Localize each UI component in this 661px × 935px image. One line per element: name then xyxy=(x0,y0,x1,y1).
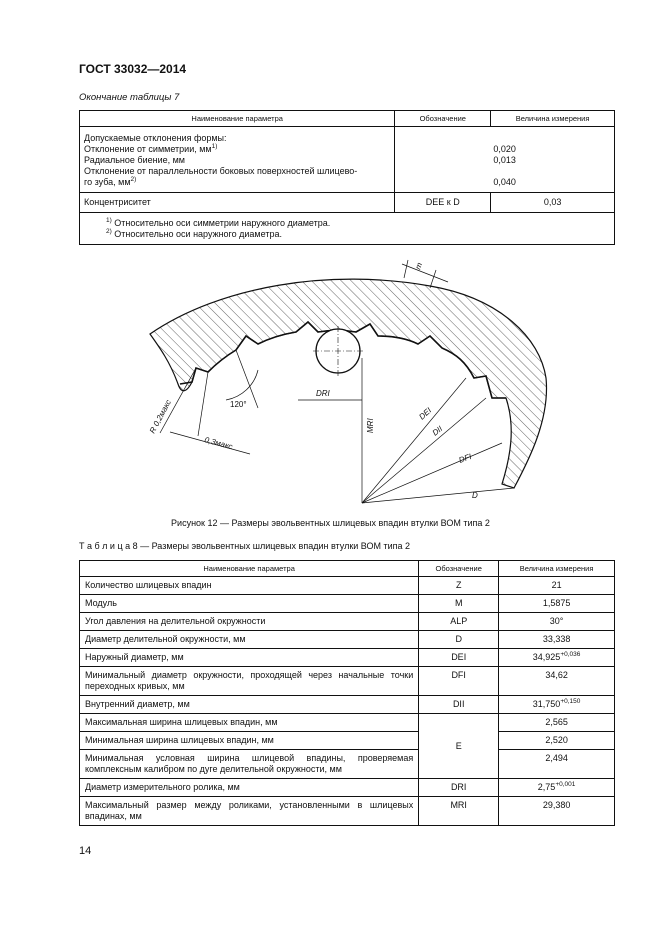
table-header-row xyxy=(80,561,615,577)
table-7 xyxy=(79,110,615,245)
footnote-2: $^{2)}$ Относительно оси наружного диаметра. xyxy=(106,228,282,239)
table-row xyxy=(80,613,615,631)
form-tolerance-values xyxy=(395,127,615,193)
column-header: Наименование параметра xyxy=(80,561,419,577)
concentricity-symbol: DEE к D xyxy=(395,193,491,213)
table-row xyxy=(80,595,615,613)
table-continuation-title: Окончание таблицы 7 xyxy=(79,92,180,103)
table-row xyxy=(80,750,615,779)
param-name: Диаметр делительной окружности, мм xyxy=(80,631,419,649)
column-header: Величина измерения xyxy=(491,111,615,127)
param-name: Минимальная ширина шлицевых впадин, мм xyxy=(80,732,419,750)
concentricity-label: Концентриситет xyxy=(80,193,395,213)
param-name: Внутренний диаметр, мм xyxy=(80,696,419,714)
param-symbol: MRI xyxy=(419,797,499,826)
table-row xyxy=(80,127,615,193)
chamfer-label: 0,3макс xyxy=(203,435,234,452)
param-symbol: D xyxy=(419,631,499,649)
param-name: Количество шлицевых впадин xyxy=(80,577,419,595)
mri-label: MRI xyxy=(366,418,375,433)
param-name: Наружный диаметр, мм xyxy=(80,649,419,667)
param-name: Максимальная ширина шлицевых впадин, мм xyxy=(80,714,419,732)
param-value: 2,565 xyxy=(499,714,615,732)
radius-label: R 0,2макс xyxy=(147,398,174,435)
param-name: Диаметр измерительного ролика, мм xyxy=(80,779,419,797)
radial-runout-value: 0,013 xyxy=(493,155,516,165)
table-notes xyxy=(80,213,615,245)
column-header: Наименование параметра xyxy=(80,111,395,127)
d-label: D xyxy=(472,491,478,500)
column-header: Обозначение xyxy=(419,561,499,577)
param-name: Угол давления на делительной окружности xyxy=(80,613,419,631)
param-value: $2,75^{+0,001}$ xyxy=(499,779,615,797)
symmetry-deviation-label: Отклонение от симметрии, $мм^{1)}$ xyxy=(84,143,218,154)
form-tolerance-cell xyxy=(80,127,395,193)
param-symbol: Z xyxy=(419,577,499,595)
table-8-title: Т а б л и ц а 8 — Размеры эвольвентных шлицевых впадин втулки ВОМ типа 2 xyxy=(79,541,411,551)
param-value: 21 xyxy=(499,577,615,595)
param-symbol: DFI xyxy=(419,667,499,696)
param-symbol-merged: E xyxy=(419,714,499,779)
param-symbol: DRI xyxy=(419,779,499,797)
table-row xyxy=(80,714,615,732)
param-name: Минимальный диаметр окружности, проходящей через начальные точки переходных кривых, мм xyxy=(80,667,419,696)
param-symbol: DEI xyxy=(419,649,499,667)
table-header-row xyxy=(80,111,615,127)
param-value: 2,520 xyxy=(499,732,615,750)
document-code: ГОСТ 33032—2014 xyxy=(79,62,187,76)
param-symbol: M xyxy=(419,595,499,613)
param-symbol: DII xyxy=(419,696,499,714)
form-tolerance-heading: Допускаемые отклонения формы: xyxy=(84,133,227,143)
dei-label: DEI xyxy=(417,405,434,422)
radial-runout-label: Радиальное биение, мм xyxy=(84,155,185,165)
dfi-label: DFI xyxy=(457,452,473,465)
m-label: m xyxy=(413,261,425,271)
table-row xyxy=(80,696,615,714)
dii-label: DII xyxy=(430,424,445,438)
param-symbol: ALP xyxy=(419,613,499,631)
param-name: Минимальная условная ширина шлицевой впадины, проверяемая комплексным калибром по дуге делительной окружности, мм xyxy=(80,750,419,779)
footnote-1: $^{1)}$ Относительно оси симметрии наружного диаметра. xyxy=(106,217,331,228)
param-value: $31,750^{+0,150}$ xyxy=(499,696,615,714)
angle-label: 120° xyxy=(230,400,247,409)
table-8 xyxy=(79,560,615,826)
spline-drawing xyxy=(130,258,570,508)
page-number: 14 xyxy=(79,845,92,857)
param-value: 33,338 xyxy=(499,631,615,649)
param-value: 34,62 xyxy=(499,667,615,696)
column-header: Величина измерения xyxy=(499,561,615,577)
table-notes-row xyxy=(80,213,615,245)
parallelism-deviation-label-2: го зуба, $мм^{2)}$ xyxy=(84,176,137,187)
figure-caption: Рисунок 12 — Размеры эвольвентных шлицевых впадин втулки ВОМ типа 2 xyxy=(171,518,490,528)
param-value: 2,494 xyxy=(499,750,615,779)
table-row xyxy=(80,649,615,667)
table-row xyxy=(80,732,615,750)
symmetry-deviation-value: 0,020 xyxy=(493,144,516,154)
parallelism-deviation-value: 0,040 xyxy=(493,177,516,187)
hub-section xyxy=(147,279,547,488)
concentricity-value: 0,03 xyxy=(491,193,615,213)
param-value: 29,380 xyxy=(499,797,615,826)
param-value: 30° xyxy=(499,613,615,631)
param-value: $34,925^{+0,036}$ xyxy=(499,649,615,667)
param-name: Модуль xyxy=(80,595,419,613)
param-value: 1,5875 xyxy=(499,595,615,613)
param-name: Максимальный размер между роликами, установленными в шлицевых впадинах, мм xyxy=(80,797,419,826)
table-row xyxy=(80,779,615,797)
parallelism-deviation-label-1: Отклонение от параллельности боковых поверхностей шлицево- xyxy=(84,166,358,176)
column-header: Обозначение xyxy=(395,111,491,127)
dri-label: DRI xyxy=(316,389,330,398)
table-row xyxy=(80,667,615,696)
table-row xyxy=(80,193,615,213)
table-row xyxy=(80,797,615,826)
table-row xyxy=(80,631,615,649)
table-row xyxy=(80,577,615,595)
